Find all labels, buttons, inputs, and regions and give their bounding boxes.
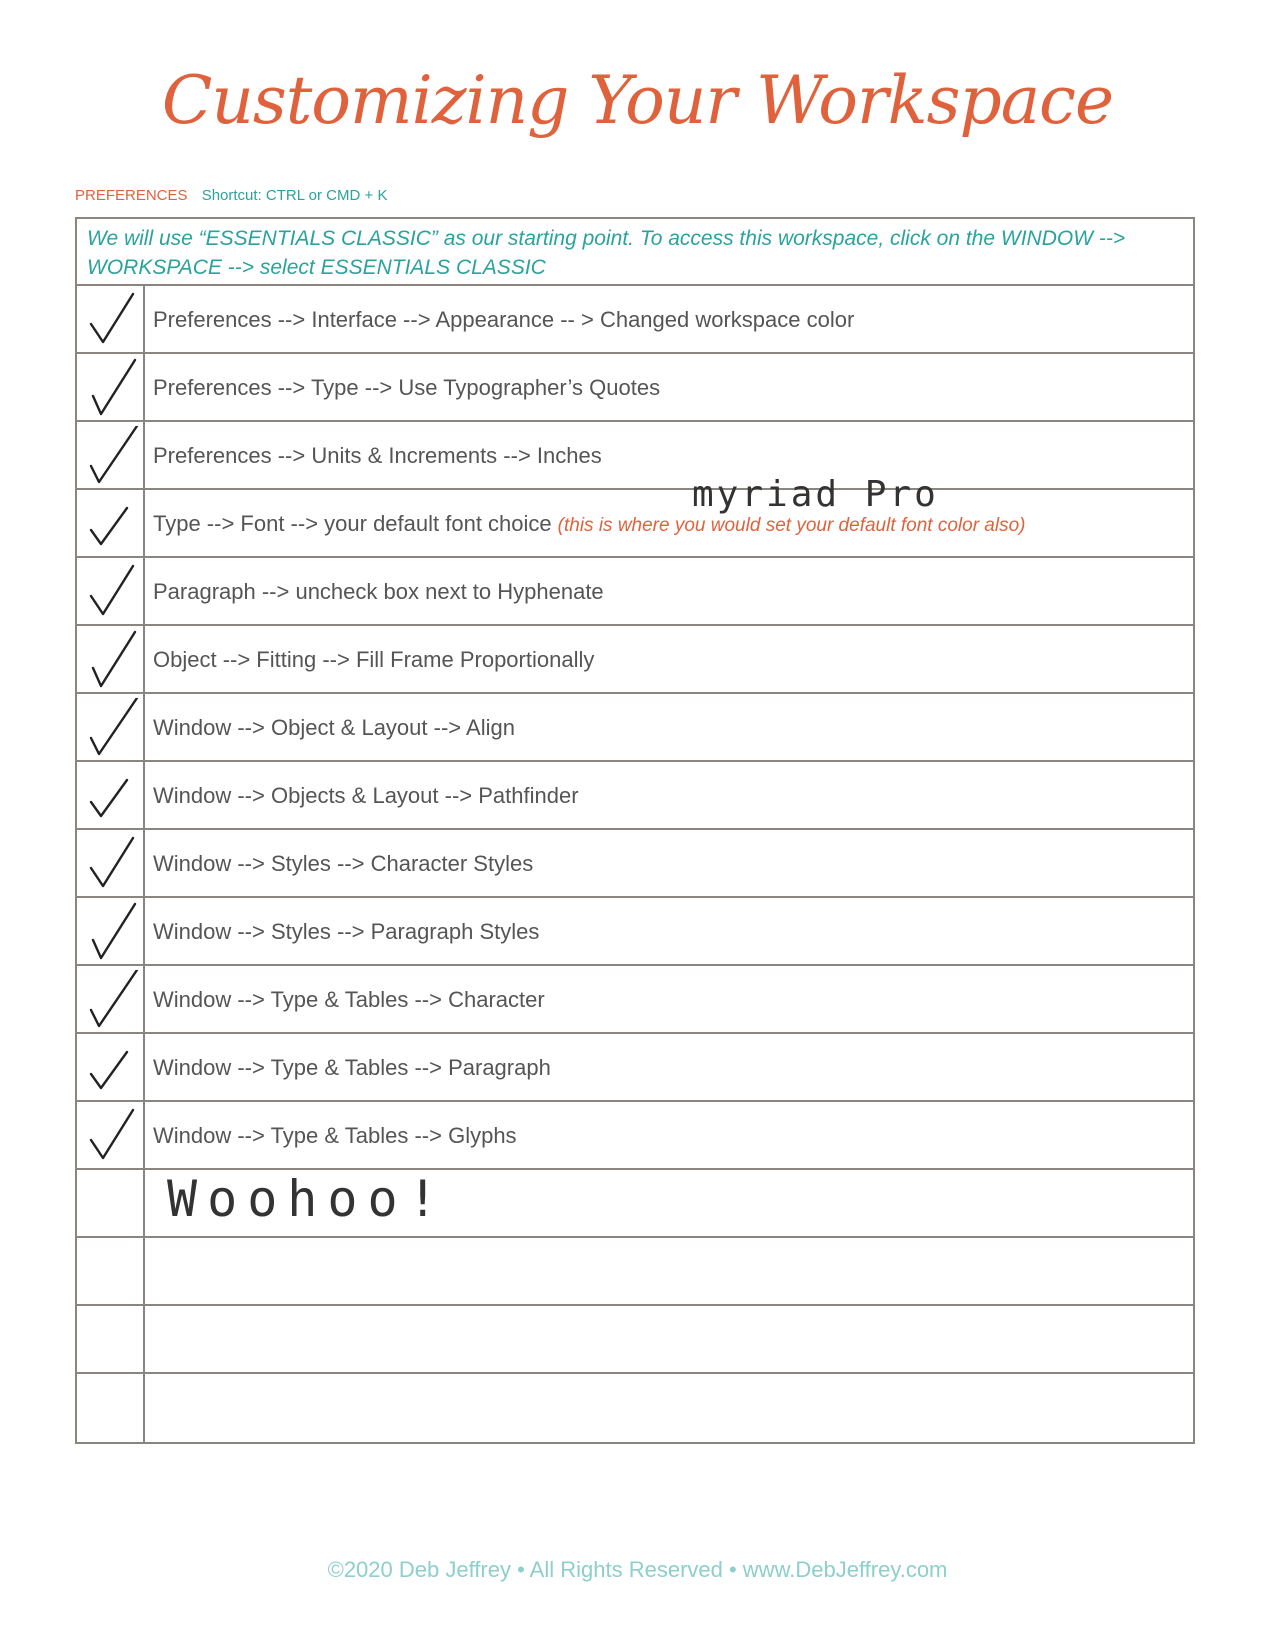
checkbox-cell[interactable]	[77, 1170, 145, 1236]
handwritten-woohoo: Woohoo!	[167, 1170, 448, 1228]
item-label: Paragraph --> uncheck box next to Hyphenate	[153, 579, 604, 604]
checklist-row	[77, 354, 1193, 422]
checklist-row	[77, 1102, 1193, 1170]
checklist-row	[77, 286, 1193, 354]
checklist-rows	[77, 286, 1193, 1442]
checkbox-cell[interactable]	[77, 1306, 145, 1372]
checklist-item-text	[145, 1238, 153, 1304]
checklist-item-text	[145, 898, 539, 964]
checkbox-cell[interactable]	[77, 898, 145, 964]
checkbox-cell[interactable]	[77, 830, 145, 896]
checkbox-cell[interactable]	[77, 694, 145, 760]
checklist-item-text	[145, 1306, 153, 1372]
checklist-row	[77, 1034, 1193, 1102]
shortcut-label: Shortcut: CTRL or CMD + K	[201, 187, 388, 204]
handwritten-checkmark-icon	[87, 630, 139, 690]
handwritten-checkmark-icon	[87, 494, 139, 554]
handwritten-checkmark-icon	[87, 834, 139, 894]
item-label: Preferences --> Units & Increments --> Inches	[153, 443, 602, 468]
item-label: Preferences --> Type --> Use Typographer’s Quotes	[153, 375, 661, 400]
handwritten-checkmark-icon	[87, 1106, 139, 1166]
item-label: Window --> Styles --> Paragraph Styles	[153, 919, 540, 944]
checklist-item-text	[145, 626, 594, 692]
checklist-row	[77, 558, 1193, 626]
handwritten-checkmark-icon	[87, 970, 139, 1030]
handwritten-font-note: myriad Pro	[692, 474, 939, 515]
checklist-item-text	[145, 966, 545, 1032]
checklist-row	[77, 762, 1193, 830]
checklist-row	[77, 830, 1193, 898]
checklist-table	[75, 217, 1195, 1444]
checklist-row	[77, 474, 1193, 558]
checklist-item-text	[145, 694, 515, 760]
checkbox-cell[interactable]	[77, 762, 145, 828]
checklist-row	[77, 1306, 1193, 1374]
checklist-item-text	[145, 286, 854, 352]
checklist-item-text	[145, 354, 660, 420]
handwritten-checkmark-icon	[87, 902, 139, 962]
copyright-footer: ©2020 Deb Jeffrey • All Rights Reserved • www.DebJeffrey.com	[327, 1557, 948, 1582]
checkbox-cell[interactable]	[77, 1374, 145, 1442]
checkbox-cell[interactable]	[77, 558, 145, 624]
checkbox-cell[interactable]	[77, 354, 145, 420]
item-label: Preferences --> Interface --> Appearance -- > Changed workspace color	[153, 307, 855, 332]
checklist-row	[77, 422, 1193, 490]
intro-instructions: We will use “ESSENTIALS CLASSIC” as our starting point. To access this workspace, click on the WINDOW --> WORKSPACE --> select ESSENTIALS CLASSIC	[77, 219, 1193, 286]
handwritten-checkmark-icon	[87, 698, 139, 758]
preferences-label: PREFERENCES	[75, 187, 188, 204]
checkbox-cell[interactable]	[77, 1034, 145, 1100]
checklist-item-text	[145, 422, 602, 488]
checklist-item-text	[145, 830, 533, 896]
handwritten-checkmark-icon	[87, 1038, 139, 1098]
checklist-row	[77, 966, 1193, 1034]
checklist-item-text	[145, 1102, 517, 1168]
checkbox-cell[interactable]	[77, 1102, 145, 1168]
item-label: Window --> Type & Tables --> Character	[153, 987, 545, 1012]
checklist-item-text	[145, 558, 604, 624]
handwritten-checkmark-icon	[87, 766, 139, 826]
checkbox-cell[interactable]	[77, 286, 145, 352]
checkbox-cell[interactable]	[77, 490, 145, 556]
checklist-row	[77, 898, 1193, 966]
checklist-item-text	[145, 1374, 153, 1442]
item-label: Window --> Object & Layout --> Align	[153, 715, 515, 740]
checklist-row	[77, 1374, 1193, 1442]
item-label: Window --> Styles --> Character Styles	[153, 851, 534, 876]
handwritten-checkmark-icon	[87, 562, 139, 622]
checklist-row	[77, 1170, 1193, 1238]
checklist-row	[77, 626, 1193, 694]
item-label: Object --> Fitting --> Fill Frame Proportionally	[153, 647, 595, 672]
item-note: (this is where you would set your default font color also)	[557, 515, 1026, 536]
checkbox-cell[interactable]	[77, 1238, 145, 1304]
checklist-row	[77, 694, 1193, 762]
checklist-row	[77, 1238, 1193, 1306]
handwritten-checkmark-icon	[87, 290, 139, 350]
checklist-item-text	[145, 1034, 551, 1100]
checkbox-cell[interactable]	[77, 422, 145, 488]
page-title: Customizing Your Workspace	[161, 62, 1114, 139]
checkbox-cell[interactable]	[77, 966, 145, 1032]
item-label: Window --> Objects & Layout --> Pathfinder	[153, 783, 579, 808]
handwritten-checkmark-icon	[87, 426, 139, 486]
preferences-shortcut-line	[75, 187, 387, 204]
item-label: Type --> Font --> your default font choice	[153, 511, 552, 536]
checklist-item-text	[145, 762, 579, 828]
checkbox-cell[interactable]	[77, 626, 145, 692]
checklist-item-text	[145, 1170, 153, 1236]
item-label: Window --> Type & Tables --> Paragraph	[153, 1055, 551, 1080]
handwritten-checkmark-icon	[87, 358, 139, 418]
item-label: Window --> Type & Tables --> Glyphs	[153, 1123, 517, 1148]
